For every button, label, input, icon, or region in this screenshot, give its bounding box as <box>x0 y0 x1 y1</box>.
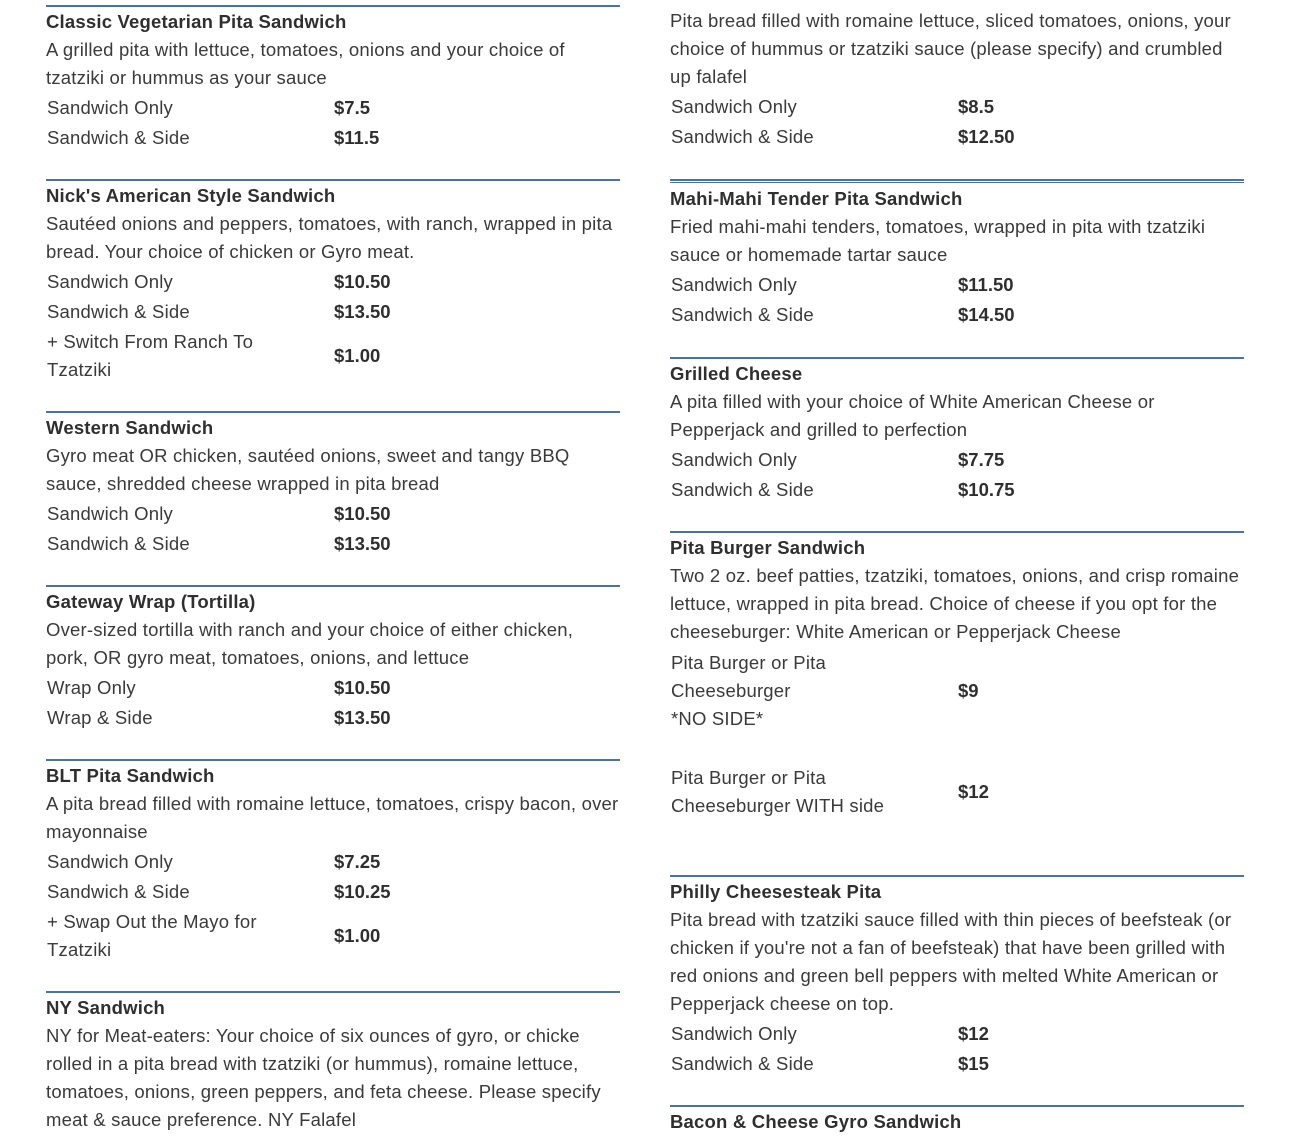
price-label: Sandwich Only <box>47 503 173 524</box>
price-row <box>46 529 620 559</box>
price-row <box>46 703 620 733</box>
price-row <box>46 907 620 965</box>
section-divider <box>670 875 1244 877</box>
section-divider <box>670 179 1244 183</box>
section-divider <box>46 5 620 7</box>
price-label-line: Cheeseburger <box>671 680 791 701</box>
price-row <box>670 734 1244 821</box>
price-table <box>670 1019 1244 1079</box>
price-table <box>46 673 620 733</box>
item-description: A pita filled with your choice of White American Cheese or Pepperjack and grilled to perfection <box>670 391 1155 440</box>
price-row <box>46 93 620 123</box>
price-row <box>46 847 620 877</box>
menu-item <box>670 531 1244 821</box>
price-row <box>46 327 620 385</box>
price-value: $11.5 <box>334 127 380 148</box>
price-row <box>670 1019 1244 1049</box>
item-title: Pita Burger Sandwich <box>670 537 866 558</box>
price-row <box>46 123 620 153</box>
price-label-line: *NO SIDE* <box>671 708 764 729</box>
price-row <box>670 647 1244 734</box>
menu-item <box>46 991 620 1134</box>
price-value: $13.50 <box>334 707 391 728</box>
price-row <box>670 270 1244 300</box>
section-divider <box>46 759 620 761</box>
item-description: NY for Meat-eaters: Your choice of six ounces of gyro, or chicke rolled in a pita bread with tzatziki (or hummus), romaine lettuce, tomatoes, onions, green peppers, and feta cheese. Please specify meat & sauce preference. NY Falafel <box>46 1025 601 1130</box>
price-table <box>46 93 620 153</box>
price-label <box>670 649 958 733</box>
menu-item <box>670 1105 1244 1136</box>
item-description: Fried mahi-mahi tenders, tomatoes, wrapped in pita with tzatziki sauce or homemade tartar sauce <box>670 216 1206 265</box>
price-row <box>46 877 620 907</box>
price-value: $14.50 <box>958 304 1015 325</box>
price-row <box>670 1049 1244 1079</box>
item-title: Classic Vegetarian Pita Sandwich <box>46 11 347 32</box>
price-label-line: Cheeseburger WITH side <box>671 795 885 816</box>
section-divider <box>46 991 620 993</box>
item-description: Pita bread with tzatziki sauce filled with thin pieces of beefsteak (or chicken if you're not a fan of beefsteak) that have been grilled with red onions and green bell peppers with melted White American or Pepperjack cheese on top. <box>670 909 1232 1014</box>
price-label: Wrap Only <box>47 677 136 698</box>
item-title: Philly Cheesesteak Pita <box>670 881 882 902</box>
item-description: A pita bread filled with romaine lettuce, tomatoes, crispy bacon, over mayonnaise <box>46 793 619 842</box>
price-value: $13.50 <box>334 301 391 322</box>
price-value: $12.50 <box>958 126 1015 147</box>
menu-item <box>46 759 620 965</box>
price-label: Sandwich & Side <box>47 127 190 148</box>
price-value: $10.50 <box>334 677 391 698</box>
section-divider <box>46 585 620 587</box>
price-value: $15 <box>958 1053 989 1074</box>
price-label: Wrap & Side <box>47 707 153 728</box>
price-row <box>670 445 1244 475</box>
item-description: A grilled pita with lettuce, tomatoes, onions and your choice of tzatziki or hummus as your sauce <box>46 39 565 88</box>
price-label: Sandwich Only <box>47 271 173 292</box>
section-divider <box>670 531 1244 533</box>
price-value: $7.5 <box>334 97 371 118</box>
menu-item <box>670 179 1244 330</box>
menu-item <box>46 5 620 153</box>
price-table <box>46 499 620 559</box>
price-label: Sandwich & Side <box>671 304 814 325</box>
price-table <box>670 270 1244 330</box>
price-row <box>46 297 620 327</box>
price-row <box>46 267 620 297</box>
price-table <box>670 92 1244 152</box>
item-description: Over-sized tortilla with ranch and your choice of either chicken, pork, OR gyro meat, tomatoes, onions, and lettuce <box>46 619 574 668</box>
price-label: Sandwich Only <box>47 97 173 118</box>
price-label: Sandwich & Side <box>47 881 190 902</box>
price-value: $10.25 <box>334 881 391 902</box>
price-value: $10.50 <box>334 271 391 292</box>
price-row <box>670 475 1244 505</box>
price-table <box>670 445 1244 505</box>
price-value: $1.00 <box>334 345 381 366</box>
price-label: Sandwich Only <box>47 851 173 872</box>
price-label: + Swap Out the Mayo for Tzatziki <box>47 911 257 960</box>
item-description: Two 2 oz. beef patties, tzatziki, tomatoes, onions, and crisp romaine lettuce, wrapped in pita bread. Choice of cheese if you opt for the cheeseburger: White American or Pepperjack Cheese <box>670 565 1240 642</box>
price-value: $9 <box>958 680 979 701</box>
price-label: Sandwich & Side <box>671 479 814 500</box>
item-title: Gateway Wrap (Tortilla) <box>46 591 256 612</box>
menu-item <box>670 7 1244 152</box>
price-value: $7.75 <box>958 449 1005 470</box>
item-title: Mahi-Mahi Tender Pita Sandwich <box>670 188 963 209</box>
price-label-line: Pita Burger or Pita <box>671 652 826 673</box>
item-title: Grilled Cheese <box>670 363 803 384</box>
item-description: Sautéed onions and peppers, tomatoes, with ranch, wrapped in pita bread. Your choice of chicken or Gyro meat. <box>46 213 613 262</box>
price-label: Sandwich & Side <box>671 126 814 147</box>
price-table <box>46 267 620 385</box>
price-value: $12 <box>958 1023 989 1044</box>
price-label-line: Pita Burger or Pita <box>671 767 826 788</box>
section-divider <box>46 411 620 413</box>
price-value: $11.50 <box>958 274 1014 295</box>
item-title: NY Sandwich <box>46 997 166 1018</box>
price-label: Sandwich & Side <box>671 1053 814 1074</box>
section-divider <box>670 1105 1244 1107</box>
price-value: $10.75 <box>958 479 1015 500</box>
price-value: $12 <box>958 781 989 802</box>
price-label: Sandwich Only <box>671 96 797 117</box>
price-table <box>670 647 1244 821</box>
item-description: Gyro meat OR chicken, sautéed onions, sweet and tangy BBQ sauce, shredded cheese wrapped in pita bread <box>46 445 570 494</box>
menu-item <box>670 357 1244 505</box>
price-value: $13.50 <box>334 533 391 554</box>
price-row <box>46 673 620 703</box>
price-row <box>46 499 620 529</box>
price-label: Sandwich & Side <box>47 533 190 554</box>
item-description: Pita bread filled with romaine lettuce, sliced tomatoes, onions, your choice of hummus or tzatziki sauce (please specify) and crumbled up falafel <box>670 10 1231 87</box>
item-title: BLT Pita Sandwich <box>46 765 215 786</box>
price-value: $8.5 <box>958 96 995 117</box>
menu-item <box>670 875 1244 1079</box>
price-value: $7.25 <box>334 851 381 872</box>
price-label: Sandwich Only <box>671 1023 797 1044</box>
item-title: Nick's American Style Sandwich <box>46 185 336 206</box>
price-value: $10.50 <box>334 503 391 524</box>
price-value: $1.00 <box>334 925 381 946</box>
menu-item <box>46 179 620 385</box>
menu-item <box>46 411 620 559</box>
price-row <box>670 122 1244 152</box>
price-row <box>670 300 1244 330</box>
price-row <box>670 92 1244 122</box>
price-label: Sandwich & Side <box>47 301 190 322</box>
price-table <box>46 847 620 965</box>
menu-item <box>46 585 620 733</box>
price-label <box>670 764 958 820</box>
price-label: Sandwich Only <box>671 449 797 470</box>
price-label: Sandwich Only <box>671 274 797 295</box>
section-divider <box>670 357 1244 359</box>
item-title: Western Sandwich <box>46 417 214 438</box>
item-title: Bacon & Cheese Gyro Sandwich <box>670 1111 962 1132</box>
section-divider <box>46 179 620 181</box>
price-label: + Switch From Ranch To Tzatziki <box>47 331 254 380</box>
